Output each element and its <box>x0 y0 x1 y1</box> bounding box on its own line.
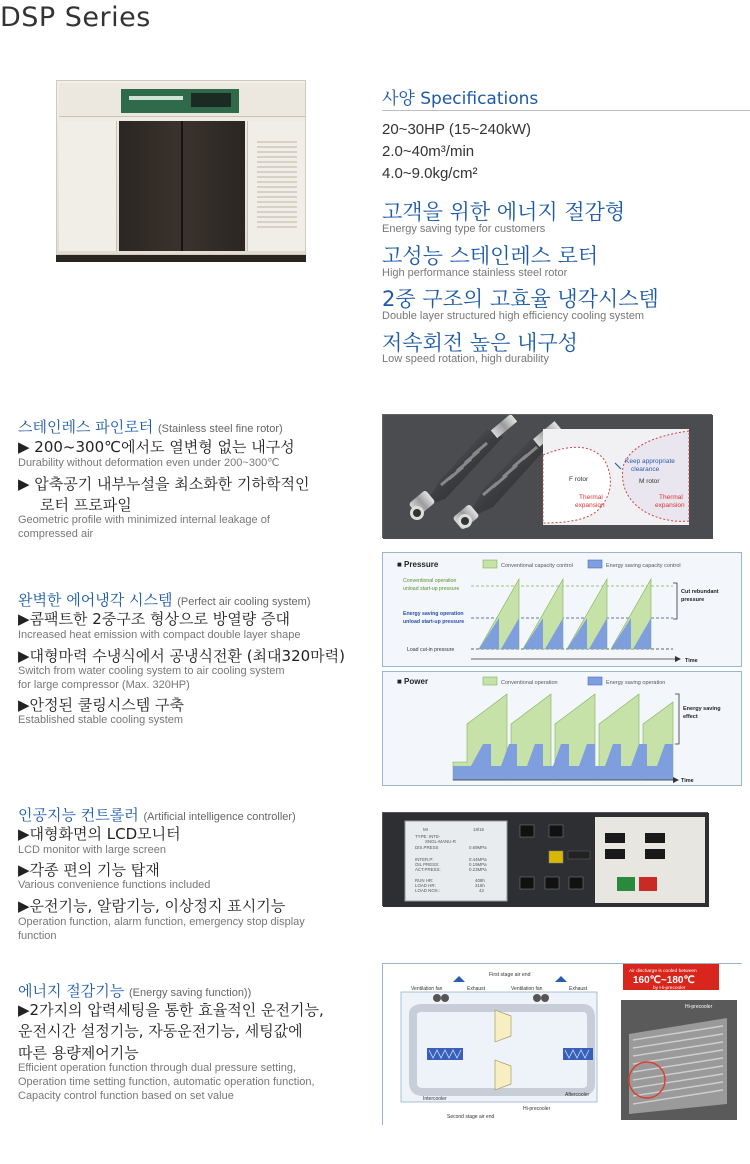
svg-text:Energy saving operation: Energy saving operation <box>403 611 464 617</box>
svg-text:Cut rebundant: Cut rebundant <box>681 589 719 595</box>
pressure-chart <box>382 552 742 667</box>
first-stage-air-end <box>495 1010 511 1042</box>
section-title-cooling: 완벽한 에어냉각 시스템 (Perfect air cooling system) <box>18 591 311 609</box>
svg-text:Ventilation fan: Ventilation fan <box>511 986 543 992</box>
svg-text:0.44MPa: 0.44MPa <box>469 857 487 862</box>
bullet-text: ▶운전기능, 알람기능, 이상정지 표시기능 <box>18 897 286 915</box>
svg-text:First stage air end: First stage air end <box>489 972 531 978</box>
svg-text:Time: Time <box>685 658 698 664</box>
svg-text:Hi-precooler: Hi-precooler <box>523 1106 551 1112</box>
svg-text:DIS.PRESS: DIS.PRESS <box>415 845 439 850</box>
compressor-body <box>56 80 306 255</box>
spec-pressure: 4.0~9.0kg/cm² <box>382 165 478 182</box>
svg-text:by Hi-precooler: by Hi-precooler <box>653 986 686 991</box>
svg-text:0.23MPa: 0.23MPa <box>469 867 487 872</box>
bullet-translation: Various convenience functions included <box>18 879 211 891</box>
compressor-product-image <box>56 80 306 262</box>
svg-text:Keep appropriate: Keep appropriate <box>625 458 675 465</box>
svg-text:Energy saving operation: Energy saving operation <box>606 680 666 686</box>
controller-panel <box>382 812 708 906</box>
bullet-text: ▶대형화면의 LCD모니터 <box>18 825 181 843</box>
svg-text:LOAD NOS.:: LOAD NOS.: <box>415 888 441 893</box>
spec-power: 20~30HP (15~240kW) <box>382 121 531 138</box>
bullet-translation: Efficient operation function through dual pressure setting, <box>18 1062 297 1074</box>
svg-text:RUN HR:: RUN HR: <box>415 878 434 883</box>
svg-text:Hi-precooler: Hi-precooler <box>685 1004 713 1010</box>
specs-heading: 사양 Specifications <box>382 89 539 109</box>
bullet-translation: compressed air <box>18 528 94 540</box>
feature-subtitle: Double layer structured high efficiency cooling system <box>382 310 645 322</box>
compressor-vent-grill <box>257 141 297 231</box>
fan-icon <box>533 994 541 1002</box>
svg-text:409h: 409h <box>475 878 485 883</box>
legend-swatch-conventional <box>483 677 497 685</box>
bullet-translation: Operation time setting function, automatic operation function, <box>18 1076 315 1088</box>
spec-flow: 2.0~40m³/min <box>382 143 475 160</box>
section-title-ai: 인공지능 컨트롤러 (Artificial intelligence controller) <box>18 806 296 824</box>
svg-text:Conventional operation: Conventional operation <box>403 578 457 584</box>
svg-text:Conventional operation: Conventional operation <box>501 680 558 686</box>
svg-text:■ Power: ■ Power <box>397 677 429 686</box>
bullet-translation: Capacity control function based on set value <box>18 1090 234 1102</box>
svg-text:Energy saving capacity control: Energy saving capacity control <box>606 563 681 569</box>
svg-text:OIL PRESS:: OIL PRESS: <box>415 862 440 867</box>
legend-swatch-energy <box>588 677 602 685</box>
svg-text:Conventional capacity control: Conventional capacity control <box>501 563 573 569</box>
bullet-text: ▶각종 편의 기능 탑재 <box>18 861 160 879</box>
svg-text:Load cut-in pressure: Load cut-in pressure <box>407 647 455 653</box>
aftercooler <box>563 1048 593 1060</box>
bullet-translation: Geometric profile with minimized internal leakage of <box>18 514 270 526</box>
svg-text:Intercooler: Intercooler <box>423 1096 447 1102</box>
bullet-translation: function <box>18 930 57 942</box>
bullet-text: 따른 용량제어기능 <box>18 1044 139 1062</box>
svg-text:Thermal: Thermal <box>579 494 603 501</box>
svg-text:Aftercooler: Aftercooler <box>565 1092 590 1098</box>
svg-text:160℃~180℃: 160℃~180℃ <box>633 975 695 986</box>
svg-text:expansion: expansion <box>575 502 605 509</box>
section-title-energy: 에너지 절감기능 (Energy saving function)) <box>18 982 252 1000</box>
specs-divider <box>382 110 750 111</box>
feature-title: 고성능 스테인레스 로터 <box>382 244 599 268</box>
svg-text:expansion: expansion <box>655 502 685 509</box>
rotor-figure <box>382 414 712 538</box>
svg-text:LOAD HR:: LOAD HR: <box>415 883 436 888</box>
bullet-translation: Durability without deformation even under 200~300℃ <box>18 457 280 469</box>
section-title-rotor: 스테인레스 파인로터 (Stainless steel fine rotor) <box>18 418 283 436</box>
power-profile-energy <box>453 744 673 780</box>
svg-text:0.19MPa: 0.19MPa <box>469 862 487 867</box>
bullet-text: ▶안정된 쿨링시스템 구축 <box>18 696 184 714</box>
energy-flow-figure <box>382 963 742 1125</box>
bullet-translation: LCD monitor with large screen <box>18 844 166 856</box>
svg-text:pressure: pressure <box>681 597 705 603</box>
svg-text:ACT.PRESS:: ACT.PRESS: <box>415 867 441 872</box>
svg-text:SNGL-MANU-R: SNGL-MANU-R <box>425 839 456 844</box>
svg-text:INTER.P:: INTER.P: <box>415 857 434 862</box>
stop-button <box>639 877 657 891</box>
svg-text:F rotor: F rotor <box>569 476 589 483</box>
bullet-text: ▶ 압축공기 내부누설을 최소화한 기하학적인 <box>18 475 310 493</box>
svg-text:Exhaust: Exhaust <box>467 986 486 992</box>
svg-text:Air discharge is cooled betwee: Air discharge is cooled between <box>629 969 697 974</box>
svg-text:unload start-up pressure: unload start-up pressure <box>403 586 460 592</box>
bullet-translation: Operation function, alarm function, emergency stop display <box>18 916 305 928</box>
svg-text:MI: MI <box>423 827 428 832</box>
svg-text:Time: Time <box>681 778 694 784</box>
feature-subtitle: Low speed rotation, high durability <box>382 353 549 365</box>
svg-text:unload start-up pressure: unload start-up pressure <box>403 619 465 625</box>
svg-text:M rotor: M rotor <box>639 478 660 485</box>
bullet-translation: for large compressor (Max. 320HP) <box>18 679 190 691</box>
feature-title: 고객을 위한 에너지 절감형 <box>382 200 626 224</box>
feature-subtitle: High performance stainless steel rotor <box>382 267 568 279</box>
svg-text:Ventilation fan: Ventilation fan <box>411 986 443 992</box>
bullet-text: ▶2가지의 압력세팅을 통한 효율적인 운전기능, <box>18 1001 324 1019</box>
bullet-text: 운전시간 설정기능, 자동운전기능, 세팅값에 <box>18 1022 303 1040</box>
feature-subtitle: Energy saving type for customers <box>382 223 546 235</box>
svg-text:clearance: clearance <box>631 466 660 473</box>
compressor-door <box>119 121 245 251</box>
svg-text:316h: 316h <box>475 883 485 888</box>
bullet-translation: Increased heat emission with compact double layer shape <box>18 629 301 641</box>
svg-text:42: 42 <box>479 888 484 893</box>
bullet-translation: Switch from water cooling system to air cooling system <box>18 665 285 677</box>
page-title: DSP Series <box>0 2 151 33</box>
start-button <box>617 877 635 891</box>
svg-text:TYPE: INTE-: TYPE: INTE- <box>415 834 441 839</box>
power-chart <box>382 671 742 786</box>
svg-text:■ Pressure: ■ Pressure <box>397 560 439 569</box>
bullet-translation: Established stable cooling system <box>18 714 184 726</box>
svg-text:Thermal: Thermal <box>659 494 683 501</box>
svg-text:Energy saving: Energy saving <box>683 706 721 712</box>
feature-title: 저속회전 높은 내구성 <box>382 331 578 355</box>
legend-swatch-conventional <box>483 560 497 568</box>
svg-text:19/16: 19/16 <box>473 827 484 832</box>
svg-text:effect: effect <box>683 714 698 720</box>
bullet-text: 로터 프로파일 <box>40 496 132 514</box>
fan-icon <box>541 994 549 1002</box>
legend-swatch-energy <box>588 560 602 568</box>
svg-text:0.69MPa: 0.69MPa <box>469 845 487 850</box>
svg-text:Exhaust: Exhaust <box>569 986 588 992</box>
bullet-text: ▶콤팩트한 2중구조 형상으로 방열량 증대 <box>18 610 290 628</box>
feature-title: 2중 구조의 고효율 냉각시스템 <box>382 287 659 311</box>
fan-icon <box>433 994 441 1002</box>
compressor-control-panel <box>121 89 239 113</box>
bullet-text: ▶ 200~300℃에서도 열변형 없는 내구성 <box>18 438 295 456</box>
bullet-text: ▶대형마력 수냉식에서 공냉식전환 (최대320마력) <box>18 647 345 665</box>
svg-text:Second stage air end: Second stage air end <box>447 1114 495 1120</box>
fan-icon <box>441 994 449 1002</box>
